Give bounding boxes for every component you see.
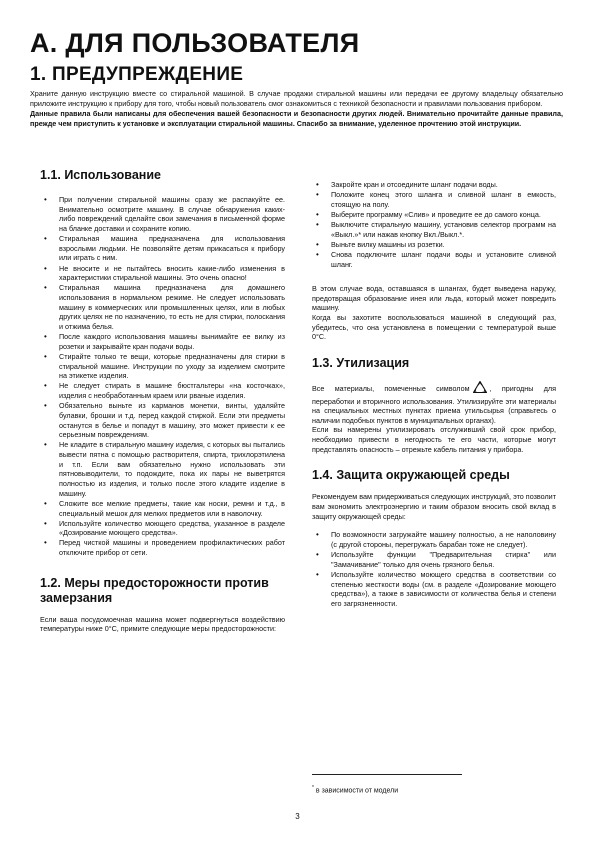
list-item: • После каждого использования машины вынимайте ее вилку из розетки и закрывайте кран подачи воды. — [59, 332, 285, 351]
list-item: • Выключите стиральную машину, установив селектор программ на «Выкл.»* или нажав кнопку Вкл./Выкл.*. — [331, 220, 556, 239]
list-item: • Стирайте только те вещи, которые предназначены для стирки в стиральной машине. Инструкции по уходу за изделием смотрите на этикетке изделия. — [59, 352, 285, 381]
section-title-usage: 1.1. Использование — [40, 168, 161, 182]
freeze-after-text-1: В этом случае вода, оставшаяся в шлангах, будет выведена наружу, предотвращая образование инея или льда, который может повредить машину. — [312, 283, 556, 313]
disposal-text-after: , пригодны для переработки и вторичного использования. Утилизируйте эти материалы на специальных местных пунктах приема утильсырья (справьтесь о наличии подобных пунктов в муниципальных органах). — [312, 383, 556, 425]
section-title-environment: 1.4. Защита окружающей среды — [312, 468, 510, 483]
list-item: • По возможности загружайте машину полностью, а не наполовину (с другой стороны, перегружать барабан тоже не следует). — [331, 530, 556, 549]
list-item: • Используйте функции "Предварительная стирка" или "Замачивание" только для очень грязного белья. — [331, 550, 556, 569]
disposal-text-before: Все материалы, помеченные символом — [312, 383, 470, 393]
disposal-text-2: Если вы намерены утилизировать отслуживший свой срок прибор, необходимо привести в негодность те его части, которые могут представлять опасность – отрежьте кабель питания у прибора. — [312, 425, 556, 454]
section-title-disposal: 1.3. Утилизация — [312, 355, 410, 370]
list-item: • Выберите программу «Слив» и проведите ее до самого конца. — [331, 210, 556, 220]
list-item: • Снова подключите шланг подачи воды и установите сливной шланг. — [331, 250, 556, 269]
list-item: • Не вносите и не пытайтесь вносить какие-либо изменения в характеристики стиральной машины. Это очень опасно! — [59, 264, 285, 283]
intro-text: Храните данную инструкцию вместе со стиральной машиной. В случае продажи стиральной машины или передачи ее другому владельцу обязательно приложите инструкцию к прибору для того, чтобы новый пользователь смог ознакомиться с техникой безопасности и правилами пользования прибором. — [30, 89, 563, 108]
list-item: • Сложите все мелкие предметы, такие как носки, ремни и т.д., в специальный мешок для мелких предметов или в наволочку. — [59, 499, 285, 518]
list-item: • Не кладите в стиральную машину изделия, с которых вы пытались вывести пятна с помощью растворителя, спирта, трихлорэтилена и т.п. Если вам обязательно нужно использовать эти пятновыводители, то подождите, пока их пары не выветрятся полностью из изделия, и только после этого кладите изделие в машину. — [59, 440, 285, 498]
footnote-divider — [312, 774, 462, 775]
footnote — [312, 785, 398, 794]
page-number: 3 — [295, 812, 300, 821]
footnote-mark: * — [312, 785, 314, 791]
left-column — [40, 160, 285, 634]
recycle-icon — [472, 380, 488, 397]
disposal-text — [312, 380, 556, 426]
freeze-text: Если ваша посудомоечная машина может подвергнуться воздействию температуры ниже 0°С, примите следующие меры предосторожности: — [40, 614, 285, 634]
section-title-freeze: 1.2. Меры предосторожности против замерзания — [40, 575, 269, 605]
right-column — [312, 180, 556, 609]
intro-bold-text: Данные правила были написаны для обеспечения вашей безопасности и безопасности других людей. Внимательно прочитайте данные правила, прежде чем приступить к установке и эксплуатации стиральной машины. Спасибо за внимание, уделенное прочтению этой инструкции. — [30, 109, 563, 128]
list-item: • При получении стиральной машины сразу же распакуйте ее. Внимательно осмотрите машину. В случае обнаружения каких-либо повреждений сделайте свои замечания в письменной форме на бланке доставки и сохраните копию. — [59, 195, 285, 234]
environment-text: Рекомендуем вам придерживаться следующих инструкций, это позволит вам экономить электроэнергию и таким образом вносить свой вклад в защиту окружающей среды: — [312, 492, 556, 521]
list-item: • Не следует стирать в машине бюстгальтеры «на косточках», изделия с необработанным краем или рваные изделия. — [59, 381, 285, 400]
list-item: • Обязательно выньте из карманов монетки, винты, удаляйте булавки, брошки и т.д. перед каждой стиркой. Если эти предметы останутся в белье и попадут в машину, это может привести к ее серьезным повреждениям. — [59, 401, 285, 440]
environment-list — [312, 530, 556, 608]
intro-block — [30, 89, 563, 128]
list-item: • Стиральная машина предназначена для использования взрослыми людьми. Не позволяйте детям прикасаться к прибору или играть с ним. — [59, 234, 285, 263]
list-item: • Положите конец этого шланга и сливной шланг в емкость, стоящую на полу. — [331, 190, 556, 209]
page-heading: А. ДЛЯ ПОЛЬЗОВАТЕЛЯ — [30, 28, 360, 58]
list-item: • Выньте вилку машины из розетки. — [331, 240, 556, 250]
footnote-text: в зависимости от модели — [315, 787, 399, 795]
list-item: • Перед чисткой машины и проведением профилактических работ отключите прибор от сети. — [59, 538, 285, 557]
list-item: • Закройте кран и отсоедините шланг подачи воды. — [331, 180, 556, 190]
usage-list — [40, 195, 285, 558]
freeze-after-text-2: Когда вы захотите воспользоваться машиной в следующий раз, убедитесь, что она установлена в помещении с температурой выше 0°С. — [312, 312, 556, 342]
list-item: • Используйте количество моющего средства в соответствии со степенью жесткости воды (см. в разделе «Дозирование моющего средства»), а также в зависимости от количества белья и степени его загрязненности. — [331, 570, 556, 609]
list-item: • Стиральная машина предназначена для домашнего использования в нормальном режиме. Не следует использовать машину в коммерческих или промышленных целях, или в любых других целях не по назначению, то есть не для стирки, полоскания и отжима белья. — [59, 283, 285, 331]
list-item: • Используйте количество моющего средства, указанное в разделе «Дозирование моющего средства». — [59, 519, 285, 538]
section-heading-warning: 1. ПРЕДУПРЕЖДЕНИЕ — [30, 64, 244, 85]
freeze-list — [312, 180, 556, 269]
